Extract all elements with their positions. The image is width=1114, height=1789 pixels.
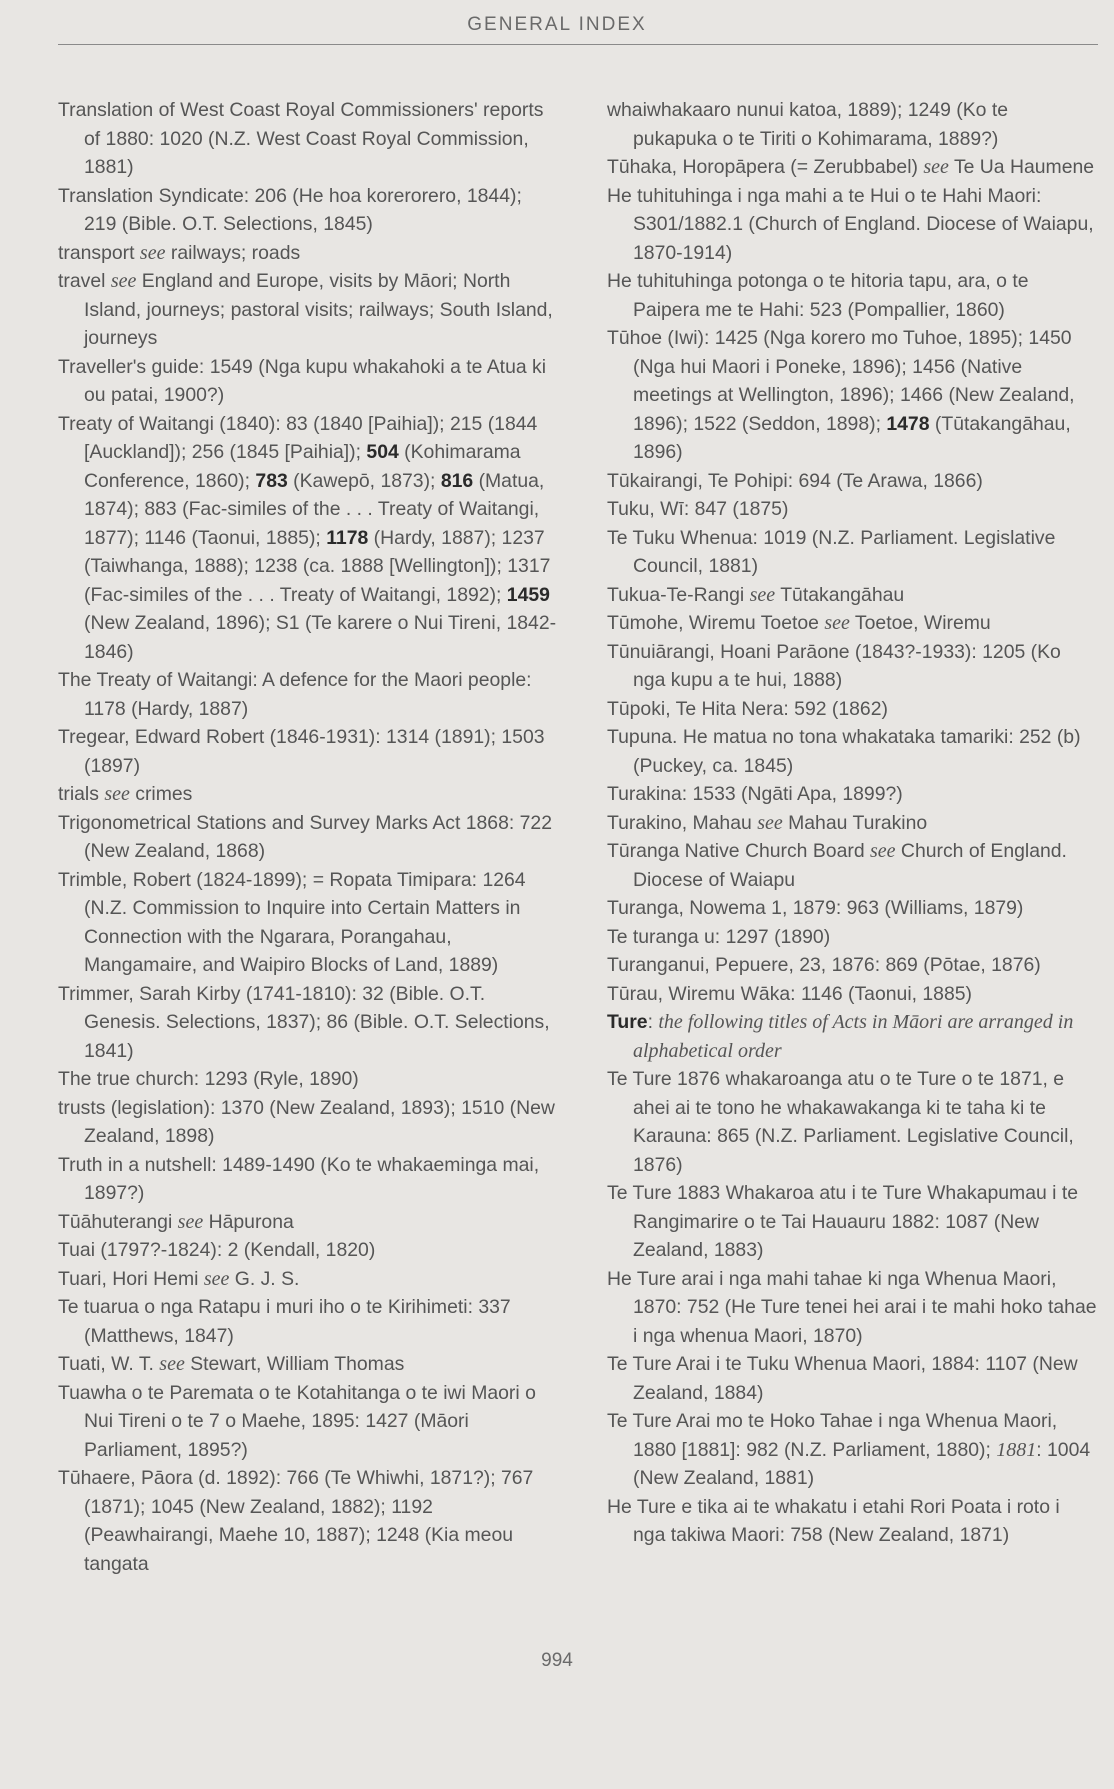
index-entry-text: Church of England. Diocese of Waiapu: [633, 840, 1067, 891]
index-entry: [58, 866, 558, 980]
index-entry: [607, 324, 1097, 467]
index-entry-text: see: [203, 1267, 230, 1290]
index-entry: [607, 1065, 1097, 1179]
index-entry-text: Turanga, Nowema 1, 1879: 963 (Williams, 1879): [607, 897, 1024, 919]
index-entry-text: Tūpoki, Te Hita Nera: 592 (1862): [607, 697, 888, 720]
index-entry-text: see: [749, 583, 776, 606]
index-entry: [58, 1065, 558, 1094]
index-entry-text: 1478: [886, 412, 930, 435]
index-entry-text: Tuai (1797?-1824): 2 (Kendall, 1820): [58, 1239, 376, 1261]
index-entry: [58, 780, 558, 809]
index-entry: [58, 96, 558, 182]
index-entry: [58, 1379, 558, 1465]
index-entry-text: Te turanga u: 1297 (1890): [607, 925, 831, 948]
index-entry-text: Tuati, W. T.: [58, 1353, 160, 1375]
index-entry: [607, 467, 1097, 496]
index-entry-text: (Kawepō, 1873);: [287, 469, 441, 492]
index-entry-text: 1881: [996, 1438, 1037, 1461]
index-entry-text: see: [110, 270, 137, 292]
running-head: GENERAL INDEX: [467, 14, 647, 35]
index-entry: [58, 239, 558, 268]
index-entry-text: Trigonometrical Stations and Survey Marks Act 1868: 722 (New Zealand, 1868): [58, 811, 552, 862]
index-entry: [58, 809, 558, 866]
index-entry: [607, 780, 1097, 809]
index-entry: [58, 353, 558, 410]
index-entry-text: :: [647, 1011, 659, 1033]
index-entry-text: Te Ture 1883 Whakaroa atu i te Ture Whakapumau i te Rangimarire o te Tai Hauauru 1882: 1087 (New Zealand, 1883): [607, 1182, 1079, 1261]
index-entry-text: 816: [440, 469, 474, 492]
index-entry: [58, 1208, 558, 1237]
index-entry-text: Tuawha o te Paremata o te Kotahitanga o te iwi Maori o Nui Tireni o te 7 o Maehe, 1895: 1427 (Māori Parliament, 1895?): [58, 1381, 536, 1461]
index-entry-text: Tregear, Edward Robert (1846-1931): 1314 (1891); 1503 (1897): [58, 726, 545, 777]
index-entry-text: (Hardy, 1887); 1237 (Taiwhanga, 1888); 1238 (ca. 1888 [Wellington]); 1317 (Fac-similes of the . . . Treaty of Waitangi, 1892);: [84, 526, 551, 606]
index-entry-text: Te Ua Haumene: [948, 156, 1095, 178]
index-entry: [58, 980, 558, 1066]
index-entry-text: England and Europe, visits by Māori; North Island, journeys; pastoral visits; railways; South Island, journeys: [84, 270, 553, 349]
index-entry: [607, 524, 1097, 581]
index-entry: [607, 609, 1097, 638]
index-entry: [607, 153, 1097, 182]
index-entry-text: Tūmohe, Wiremu Toetoe: [607, 612, 825, 634]
index-entry: [58, 1464, 558, 1578]
index-entry-text: The Treaty of Waitangi: A defence for the Maori people: 1178 (Hardy, 1887): [58, 669, 532, 720]
index-entry-text: trials: [58, 783, 105, 805]
index-entry-text: Tuari, Hori Hemi: [58, 1267, 204, 1290]
index-entry-text: see: [870, 840, 896, 862]
index-entry-text: 1178: [326, 526, 369, 549]
index-entry-text: whaiwhakaaro nunui katoa, 1889); 1249 (Ko te pukapuka o te Tiriti o Kohimarama, 1889?): [607, 99, 1009, 150]
index-entry: [607, 837, 1097, 894]
index-entry-text: railways; roads: [165, 241, 301, 264]
index-entry-text: Tūhoe (Iwi): 1425 (Nga korero mo Tuhoe, 1895); 1450 (Nga hui Maori i Poneke, 1896); 1456 (Native meetings at Wellington, 1896); 1466 (New Zealand, 1896); 1522 (Seddon, 1898);: [607, 327, 1075, 435]
index-entry-text: Translation of West Coast Royal Commissioners' reports of 1880: 1020 (N.Z. West Coast Royal Commission, 1881): [58, 99, 544, 178]
index-entry-text: Tuku, Wī: 847 (1875): [607, 498, 789, 520]
index-entry-text: see: [159, 1353, 185, 1375]
index-entry: [607, 267, 1097, 324]
index-entry-text: see: [177, 1210, 204, 1233]
index-entry: [58, 1350, 558, 1379]
index-entry-text: Tūhaere, Pāora (d. 1892): 766 (Te Whiwhi, 1871?); 767 (1871); 1045 (New Zealand, 1882); 1192 (Peawhairangi, Maehe 10, 1887); 1248 (Kia meou tangata: [58, 1467, 534, 1575]
index-entry-text: Truth in a nutshell: 1489-1490 (Ko te whakaeminga mai, 1897?): [58, 1153, 540, 1204]
index-entry-text: He Ture e tika ai te whakatu i etahi Rori Poata i roto i nga takiwa Maori: 758 (New Zealand, 1871): [607, 1495, 1060, 1546]
index-entry-text: Te Ture Arai mo te Hoko Tahae i nga Whenua Maori, 1880 [1881]: 982 (N.Z. Parliament, 1880);: [607, 1410, 1058, 1461]
index-entry-text: Traveller's guide: 1549 (Nga kupu whakahoki a te Atua ki ou patai, 1900?): [58, 355, 547, 406]
index-entry-text: Tūāhuterangi: [58, 1210, 178, 1233]
index-entry: [607, 495, 1097, 524]
index-entry-text: Mahau Turakino: [782, 811, 928, 834]
index-entry: [607, 581, 1097, 610]
index-entry-text: transport: [58, 241, 140, 264]
index-entry-text: Tūtakangāhau: [775, 583, 905, 606]
index-entry: [58, 182, 558, 239]
index-entry-text: 1459: [506, 583, 550, 606]
index-entry-text: Toetoe, Wiremu: [849, 612, 991, 634]
index-entry-text: see: [757, 811, 783, 834]
index-entry-text: Te Ture Arai i te Tuku Whenua Maori, 1884: 1107 (New Zealand, 1884): [607, 1353, 1078, 1404]
index-entry: [607, 638, 1097, 695]
index-entry: [607, 894, 1097, 923]
index-entry: [58, 666, 558, 723]
index-entry-text: Tūrau, Wiremu Wāka: 1146 (Taonui, 1885): [607, 982, 972, 1005]
index-entry-text: He tuhituhinga i nga mahi a te Hui o te Hahi Maori: S301/1882.1 (Church of England. Diocese of Waiapu, 1870-1914): [607, 184, 1094, 264]
index-entry: [58, 1265, 558, 1294]
index-entry: [58, 410, 558, 667]
index-entry: [607, 1350, 1097, 1407]
index-entry-text: (New Zealand, 1896); S1 (Te karere o Nui Tireni, 1842-1846): [84, 612, 557, 663]
index-entry: [607, 951, 1097, 980]
index-entry-text: Turakina: 1533 (Ngāti Apa, 1899?): [607, 783, 903, 805]
index-entry: [607, 1265, 1097, 1351]
index-column-right: [607, 96, 1097, 1550]
index-entry-text: Tupuna. He matua no tona whakataka tamariki: 252 (b) (Puckey, ca. 1845): [607, 726, 1081, 777]
index-column-left: [58, 96, 558, 1578]
index-entry: [607, 809, 1097, 838]
index-entry-text: The true church: 1293 (Ryle, 1890): [58, 1068, 359, 1090]
index-entry-text: (Kohimarama Conference, 1860);: [84, 441, 521, 492]
index-entry-text: Hāpurona: [203, 1210, 294, 1233]
index-entry-text: Tukua-Te-Rangi: [607, 583, 750, 606]
index-entry-text: see: [104, 783, 130, 805]
index-entry-text: Stewart, William Thomas: [184, 1353, 405, 1375]
index-entry: [607, 695, 1097, 724]
index-entry: [607, 182, 1097, 268]
index-entry-text: 783: [255, 469, 288, 492]
index-entry-text: He tuhituhinga potonga o te hitoria tapu, ara, o te Paipera me te Hahi: 523 (Pompallier, 1860): [607, 270, 1029, 321]
index-entry-text: trusts (legislation): 1370 (New Zealand, 1893); 1510 (New Zealand, 1898): [58, 1096, 555, 1147]
index-entry-text: crimes: [129, 783, 193, 805]
index-entry-text: see: [923, 156, 949, 178]
index-entry-text: Translation Syndicate: 206 (He hoa korerorero, 1844); 219 (Bible. O.T. Selections, 1845): [58, 184, 522, 235]
index-entry-text: Tūhaka, Horopāpera (= Zerubbabel): [607, 156, 924, 178]
index-entry: [58, 1094, 558, 1151]
index-entry: [607, 1407, 1097, 1493]
index-entry-text: Turanganui, Pepuere, 23, 1876: 869 (Pōtae, 1876): [607, 954, 1041, 976]
page-number: 994: [541, 1650, 573, 1671]
index-entry: [58, 1151, 558, 1208]
index-entry: [607, 980, 1097, 1009]
index-entry-text: Trimmer, Sarah Kirby (1741-1810): 32 (Bible. O.T. Genesis. Selections, 1837); 86 (Bible. O.T. Selections, 1841): [58, 982, 550, 1062]
index-entry-text: Tūnuiārangi, Hoani Parāone (1843?-1933): 1205 (Ko nga kupu a te hui, 1888): [607, 640, 1061, 691]
index-entry-text: see: [139, 241, 166, 264]
index-entry-text: 504: [366, 441, 399, 463]
index-entry-text: (Matua, 1874); 883 (Fac-similes of the . . . Treaty of Waitangi, 1877); 1146 (Taonui, 1885);: [84, 469, 545, 549]
index-entry-text: : 1004 (New Zealand, 1881): [633, 1438, 1091, 1489]
index-entry: [58, 1293, 558, 1350]
index-entry-text: see: [824, 612, 850, 634]
index-entry: [607, 723, 1097, 780]
index-entry-text: Te tuarua o nga Ratapu i muri iho o te Kirihimeti: 337 (Matthews, 1847): [58, 1296, 511, 1347]
index-entry-text: Tūkairangi, Te Pohipi: 694 (Te Arawa, 1866): [607, 469, 983, 492]
header-rule: [58, 44, 1098, 45]
index-entry-text: Treaty of Waitangi (1840): 83 (1840 [Paihia]); 215 (1844 [Auckland]); 256 (1845 [Paihia]);: [58, 412, 538, 463]
index-entry: [607, 1179, 1097, 1265]
index-entry: [607, 96, 1097, 153]
index-entry-text: Te Tuku Whenua: 1019 (N.Z. Parliament. Legislative Council, 1881): [607, 526, 1056, 577]
index-entry: [607, 1493, 1097, 1550]
index-entry-text: Trimble, Robert (1824-1899); = Ropata Timipara: 1264 (N.Z. Commission to Inquire into Certain Matters in Connection with the Ngarara, Porangahau, Mangamaire, and Waipiro Blocks of Land, 1889): [58, 868, 526, 976]
index-entry: [58, 267, 558, 353]
index-entry-text: Te Ture 1876 whakaroanga atu o te Ture o te 1871, e ahei ai te tono he whakawakanga ki te taha ki te Karauna: 865 (N.Z. Parliament. Legislative Council, 1876): [607, 1068, 1074, 1176]
index-entry-text: Ture: [607, 1011, 648, 1033]
index-entry-text: the following titles of Acts in Māori are arranged in alphabetical order: [633, 1011, 1074, 1062]
index-entry: [607, 1008, 1097, 1065]
index-entry-text: G. J. S.: [229, 1267, 300, 1290]
index-entry: [58, 723, 558, 780]
index-entry-text: travel: [58, 270, 111, 292]
index-entry-text: Turakino, Mahau: [607, 811, 758, 834]
index-entry-text: He Ture arai i nga mahi tahae ki nga Whenua Maori, 1870: 752 (He Ture tenei hei arai i te mahi hoko tahae i nga whenua Maori, 1870): [607, 1267, 1097, 1347]
index-entry-text: Tūranga Native Church Board: [607, 840, 870, 862]
index-entry: [607, 923, 1097, 952]
index-entry-text: (Tūtakangāhau, 1896): [633, 412, 1071, 463]
index-entry: [58, 1236, 558, 1265]
